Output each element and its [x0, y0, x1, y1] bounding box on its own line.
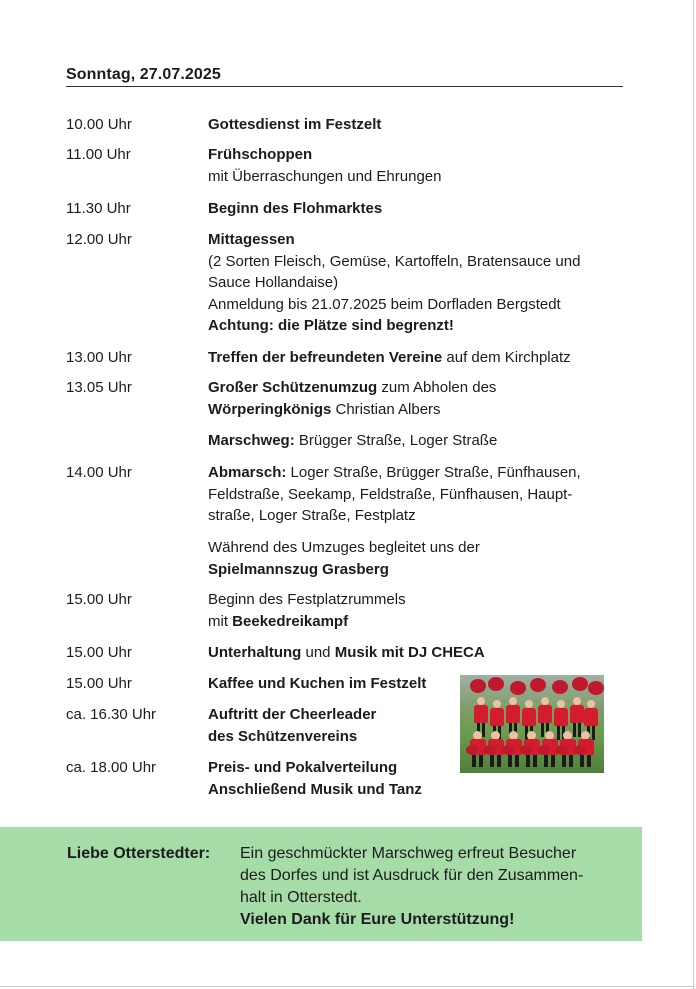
schedule-description: [208, 229, 618, 337]
description-line: [208, 505, 618, 527]
description-text: Marschweg:: [208, 432, 295, 449]
schedule-description: [208, 144, 618, 187]
schedule-description: [208, 377, 618, 420]
leg-shape: [533, 755, 537, 767]
description-text: Großer Schützenumzug: [208, 379, 378, 396]
description-text: Achtung: die Plätze sind begrenzt!: [208, 317, 454, 334]
description-line: [208, 272, 618, 294]
leg-shape: [541, 723, 544, 737]
schedule-description: [208, 430, 618, 452]
schedule-description: [208, 589, 618, 632]
schedule-description: [208, 642, 618, 664]
pompom-shape: [510, 681, 526, 695]
description-line: [208, 198, 618, 220]
description-line: [208, 377, 618, 399]
description-text: Wörperingkönigs: [208, 400, 332, 418]
description-text: straße, Loger Straße, Festplatz: [208, 507, 416, 524]
description-line: [208, 166, 618, 188]
pompom-shape: [484, 745, 496, 755]
description-text: Loger Straße, Brügger Straße, Fünfhausen,: [286, 464, 581, 481]
description-text: Feldstraße, Seekamp, Feldstraße, Fünfhausen, Haupt-: [208, 485, 573, 503]
description-text: Während des Umzuges begleitet uns der: [208, 539, 480, 556]
description-text: Mittagessen: [208, 231, 295, 248]
notice-thanks: Vielen Dank für Eure Unterstützung!: [240, 911, 515, 928]
leg-shape: [497, 755, 501, 767]
description-text: Kaffee und Kuchen im Festzelt: [208, 675, 427, 692]
description-line: [208, 294, 618, 316]
description-text: Anmeldung bis 21.07.2025 beim Dorfladen Bergstedt: [208, 295, 561, 313]
uniform-shape: [570, 705, 584, 723]
schedule-time: 12.00 Uhr: [66, 231, 132, 248]
description-line: [208, 779, 618, 801]
leg-shape: [587, 755, 591, 767]
leg-shape: [515, 755, 519, 767]
head-shape: [573, 697, 581, 705]
schedule-description: [208, 114, 618, 136]
notice-box: [0, 827, 642, 941]
head-shape: [525, 700, 533, 708]
description-text: (2 Sorten Fleisch, Gemüse, Kartoffeln, Bratensauce und: [208, 252, 581, 270]
description-text: auf dem Kirchplatz: [442, 349, 571, 366]
notice-text: [240, 843, 630, 931]
description-line: [208, 430, 618, 452]
uniform-shape: [474, 705, 488, 723]
date-heading: Sonntag, 27.07.2025: [66, 66, 623, 87]
description-text: Beginn des Festplatzrummels: [208, 591, 406, 608]
pompom-shape: [552, 680, 568, 694]
description-line: [208, 399, 618, 421]
description-line: [208, 537, 618, 559]
head-shape: [493, 700, 501, 708]
notice-line: halt in Otterstedt.: [240, 889, 362, 906]
schedule-time: ca. 18.00 Uhr: [66, 759, 157, 776]
description-text: Preis- und Pokalverteilung: [208, 759, 398, 776]
leg-shape: [580, 755, 584, 767]
schedule-time: 15.00 Uhr: [66, 591, 132, 608]
description-text: und: [301, 644, 335, 661]
description-text: Beekedreikampf: [232, 612, 349, 630]
leg-shape: [562, 755, 566, 767]
head-shape: [557, 700, 565, 708]
description-line: [208, 462, 618, 484]
uniform-shape: [490, 708, 504, 726]
description-line: [208, 347, 618, 369]
description-text: Brügger Straße, Loger Straße: [294, 432, 498, 449]
schedule-time: 10.00 Uhr: [66, 116, 132, 133]
description-line: [208, 315, 618, 337]
schedule-description: [208, 537, 618, 580]
schedule-time: 15.00 Uhr: [66, 644, 132, 661]
schedule-time: 13.00 Uhr: [66, 349, 132, 366]
uniform-shape: [584, 708, 598, 726]
leg-shape: [526, 755, 530, 767]
pompom-shape: [588, 681, 604, 695]
leg-shape: [479, 755, 483, 767]
description-line: [208, 611, 618, 633]
page-border: [0, 986, 694, 987]
description-text: Gottesdienst im Festzelt: [208, 116, 382, 133]
notice-label: Liebe Otterstedter:: [67, 845, 211, 862]
description-line: [208, 484, 618, 506]
pompom-shape: [574, 745, 586, 755]
schedule-time: 11.30 Uhr: [66, 200, 131, 217]
head-shape: [509, 697, 517, 705]
leg-shape: [592, 726, 595, 740]
description-text: Frühschoppen: [208, 146, 313, 163]
description-line: [208, 642, 618, 664]
description-text: zum Abholen des: [377, 379, 497, 396]
pompom-shape: [572, 677, 588, 691]
leg-shape: [551, 755, 555, 767]
description-line: [208, 144, 618, 166]
uniform-shape: [522, 708, 536, 726]
uniform-shape: [538, 705, 552, 723]
description-text: Sauce Hollandaise): [208, 274, 339, 291]
leg-shape: [472, 755, 476, 767]
description-text: Unterhaltung: [208, 644, 302, 661]
uniform-shape: [554, 708, 568, 726]
description-line: [208, 114, 618, 136]
schedule-description: [208, 347, 618, 369]
description-text: Auftritt der Cheerleader: [208, 706, 377, 723]
notice-line: Ein geschmückter Marschweg erfreut Besucher: [240, 845, 577, 862]
schedule-time: 13.05 Uhr: [66, 379, 132, 396]
description-text: Abmarsch:: [208, 464, 287, 481]
leg-shape: [508, 755, 512, 767]
head-shape: [541, 697, 549, 705]
leg-shape: [569, 755, 573, 767]
description-text: Christian Albers: [331, 400, 441, 418]
schedule-description: [208, 462, 618, 527]
schedule-time: 14.00 Uhr: [66, 464, 132, 481]
head-shape: [477, 697, 485, 705]
page-border: [693, 0, 694, 989]
cheerleader-photo: [460, 675, 604, 773]
head-shape: [587, 700, 595, 708]
schedule-time: ca. 16.30 Uhr: [66, 706, 157, 723]
schedule-time: 15.00 Uhr: [66, 675, 132, 692]
pompom-shape: [538, 745, 550, 755]
description-text: Anschließend Musik und Tanz: [208, 780, 422, 798]
pompom-shape: [502, 745, 514, 755]
description-line: [208, 589, 618, 611]
description-line: [208, 229, 618, 251]
leg-shape: [482, 723, 485, 737]
schedule-time: 11.00 Uhr: [66, 146, 131, 163]
description-text: Musik mit DJ CHECA: [334, 644, 485, 661]
pompom-shape: [520, 745, 532, 755]
uniform-shape: [506, 705, 520, 723]
description-line: [208, 251, 618, 273]
description-text: des Schützenvereins: [208, 727, 358, 745]
schedule-description: [208, 198, 618, 220]
pompom-shape: [530, 678, 546, 692]
description-text: Treffen der befreundeten Vereine: [208, 349, 443, 366]
pompom-shape: [488, 677, 504, 691]
description-line: [208, 559, 618, 581]
leg-shape: [544, 755, 548, 767]
pompom-shape: [556, 745, 568, 755]
description-text: Beginn des Flohmarktes: [208, 200, 383, 217]
pompom-shape: [470, 679, 486, 693]
leg-shape: [573, 723, 576, 737]
leg-shape: [557, 726, 560, 740]
description-text: mit Überraschungen und Ehrungen: [208, 167, 442, 185]
leg-shape: [490, 755, 494, 767]
notice-line: des Dorfes und ist Ausdruck für den Zusammen-: [240, 867, 584, 884]
pompom-shape: [466, 745, 478, 755]
description-text: mit: [208, 612, 233, 630]
description-text: Spielmannszug Grasberg: [208, 560, 389, 578]
